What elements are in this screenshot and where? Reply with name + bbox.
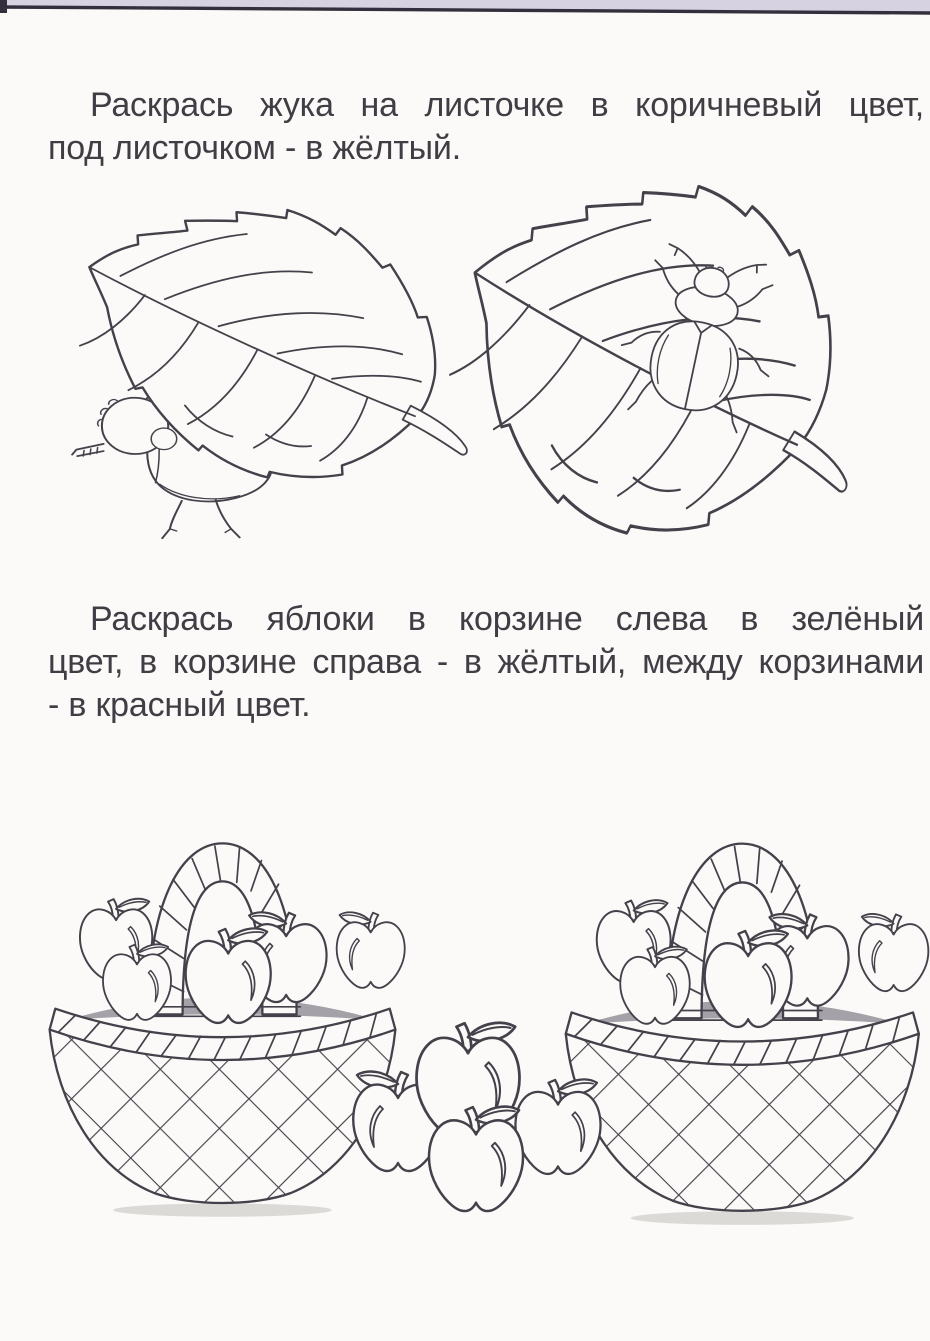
instruction-line: Раскрась жука на листочке в коричневый цвет, (90, 86, 924, 124)
leaf-drawing (40, 180, 528, 547)
right-basket-drawing (566, 844, 929, 1225)
task2-text (48, 598, 924, 727)
apple-drawing (515, 1079, 600, 1173)
left-basket-drawing (50, 843, 405, 1216)
scan-corner-mark (0, 0, 7, 13)
instruction-line: - в красный цвет. (48, 686, 311, 724)
beetles-and-leaves-illustration (0, 180, 930, 590)
task1-text (48, 84, 924, 170)
instruction-line: цвет, в корзине справа - в жёлтый, между корзинами (48, 643, 924, 681)
apple-drawing (429, 1107, 523, 1211)
instruction-line: Раскрась яблоки в корзине слева в зелёный (90, 600, 924, 638)
baskets-and-apples-illustration (0, 818, 930, 1248)
instruction-line: под листочком - в жёлтый. (48, 129, 461, 167)
scan-edge-artifact (0, 0, 930, 18)
beetle-on-leaf-drawing (400, 180, 930, 590)
beetle-under-leaf-drawing (40, 180, 528, 547)
